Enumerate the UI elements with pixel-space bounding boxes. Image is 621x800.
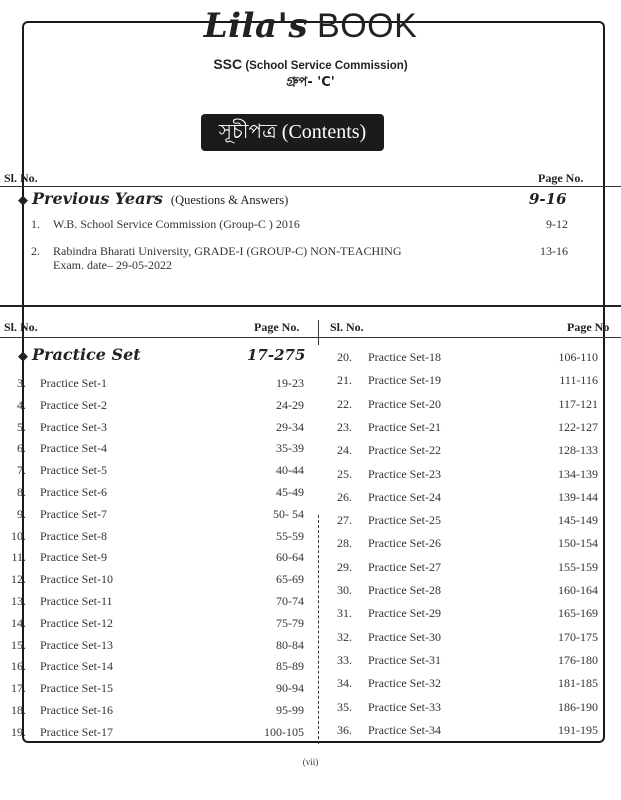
left-col-slno: Sl. No. xyxy=(4,320,38,334)
practice-set-left-row-title: Practice Set-15 xyxy=(40,681,113,696)
practice-set-left-row-pages: 29-34 xyxy=(276,419,304,434)
practice-set-right-row-title: Practice Set-26 xyxy=(368,536,441,551)
section-practice-set xyxy=(18,345,141,364)
practice-set-left-row-pages: 55-59 xyxy=(276,528,304,543)
practice-set-right-row-pages: 128-133 xyxy=(558,443,598,458)
practice-set-right-row-pages: 191-195 xyxy=(558,722,598,737)
practice-set-left-row-pages: 85-89 xyxy=(276,659,304,674)
practice-set-left-row-title: Practice Set-3 xyxy=(40,419,107,434)
practice-set-left-row-pages: 95-99 xyxy=(276,703,304,717)
practice-set-left-row-pages: 65-69 xyxy=(276,572,304,587)
practice-set-left-row-pages: 100-105 xyxy=(264,724,304,739)
practice-set-right-row-number: 30. xyxy=(337,583,352,597)
contents-badge: সূচীপত্র (Contents) xyxy=(201,114,384,151)
practice-set-right-row-number: 23. xyxy=(337,419,352,434)
practice-set-left-row-number: 19. xyxy=(11,724,26,739)
practice-set-left-row-number: 10. xyxy=(11,528,26,543)
practice-set-left-row-title: Practice Set-9 xyxy=(40,550,107,565)
practice-set-right-row-pages: 150-154 xyxy=(558,536,598,551)
previous-year-row-title: W.B. School Service Commission (Group-C ) 2016 xyxy=(53,217,300,231)
practice-set-right-row-number: 25. xyxy=(337,466,352,481)
practice-set-right-row-pages: 160-164 xyxy=(558,583,598,597)
practice-set-left-row-pages: 35-39 xyxy=(276,441,304,456)
practice-set-left-row-number: 14. xyxy=(11,615,26,630)
exam-abbrev: SSC xyxy=(213,56,243,72)
practice-set-right-row-number: 20. xyxy=(337,350,352,364)
practice-set-left-row-number: 7. xyxy=(17,463,26,478)
group-label: গ্রুপ- 'C' xyxy=(286,75,335,90)
practice-set-left-row-number: 4. xyxy=(17,397,26,412)
practice-set-right-row-title: Practice Set-23 xyxy=(368,466,441,481)
exam-fullname: (School Service Commission) xyxy=(245,60,408,72)
practice-set-left-row-title: Practice Set-6 xyxy=(40,485,107,499)
practice-set-right-row-title: Practice Set-31 xyxy=(368,652,441,667)
book-title-plain: BOOK xyxy=(317,7,418,45)
practice-set-right-row-title: Practice Set-30 xyxy=(368,629,441,644)
practice-set-right-row-pages: 106-110 xyxy=(558,350,598,364)
section-previous-years-pages: 9-16 xyxy=(529,190,567,208)
top-col-slno: Sl. No. xyxy=(4,171,38,185)
practice-set-right-row-title: Practice Set-32 xyxy=(368,676,441,691)
practice-set-left-row-pages: 60-64 xyxy=(276,550,304,565)
bottom-header-rule xyxy=(0,337,621,338)
practice-set-right-row-title: Practice Set-19 xyxy=(368,373,441,388)
top-col-page: Page No. xyxy=(538,171,584,185)
practice-set-right-row-title: Practice Set-20 xyxy=(368,396,441,411)
book-title-script: Lila's xyxy=(203,6,309,46)
practice-set-left-row-title: Practice Set-13 xyxy=(40,637,113,652)
practice-set-right-row-title: Practice Set-29 xyxy=(368,606,441,621)
practice-set-right-row-pages: 181-185 xyxy=(558,676,598,691)
practice-set-left-row-title: Practice Set-11 xyxy=(40,594,113,608)
section-practice-set-pages: 17-275 xyxy=(247,346,306,364)
practice-set-right-row-number: 33. xyxy=(337,652,352,667)
practice-set-left-row-number: 3. xyxy=(17,376,26,390)
practice-set-right-row-title: Practice Set-21 xyxy=(368,419,441,434)
left-col-page: Page No. xyxy=(254,320,300,334)
practice-set-right-row-title: Practice Set-28 xyxy=(368,583,441,597)
practice-set-right-row-pages: 170-175 xyxy=(558,629,598,644)
practice-set-left-row-number: 17. xyxy=(11,681,26,696)
practice-set-right-row-pages: 155-159 xyxy=(558,559,598,574)
practice-set-left-row-number: 9. xyxy=(17,506,26,521)
practice-set-left-row-pages: 19-23 xyxy=(276,376,304,390)
column-divider-top xyxy=(318,320,319,345)
practice-set-left-row-number: 16. xyxy=(11,659,26,674)
practice-set-left-row-title: Practice Set-14 xyxy=(40,659,113,674)
practice-set-right-row-number: 31. xyxy=(337,606,352,621)
practice-set-right-row-title: Practice Set-24 xyxy=(368,489,441,504)
practice-set-left-row-pages: 24-29 xyxy=(276,397,304,412)
previous-year-row-pages: 9-12 xyxy=(546,217,568,231)
practice-set-right-row-pages: 176-180 xyxy=(558,652,598,667)
previous-year-row-number: 1. xyxy=(31,217,40,231)
middle-divider xyxy=(0,305,621,307)
practice-set-right-row-number: 32. xyxy=(337,629,352,644)
practice-set-right-row-number: 26. xyxy=(337,489,352,504)
practice-set-right-row-pages: 111-116 xyxy=(559,373,598,388)
previous-year-row-pages: 13-16 xyxy=(540,244,568,258)
practice-set-right-row-pages: 117-121 xyxy=(558,396,598,411)
top-header-rule xyxy=(0,186,621,187)
practice-set-right-row-number: 27. xyxy=(337,513,352,528)
practice-set-left-row-pages: 45-49 xyxy=(276,485,304,499)
practice-set-right-row-number: 28. xyxy=(337,536,352,551)
practice-set-right-row-pages: 122-127 xyxy=(558,419,598,434)
previous-year-row-number: 2. xyxy=(31,244,40,258)
previous-year-row-subtitle: Exam. date– 29-05-2022 xyxy=(53,258,172,272)
practice-set-left-row-title: Practice Set-1 xyxy=(40,376,107,390)
practice-set-left-row-pages: 90-94 xyxy=(276,681,304,696)
practice-set-left-row-title: Practice Set-12 xyxy=(40,615,113,630)
practice-set-left-row-number: 8. xyxy=(17,485,26,499)
practice-set-left-row-pages: 40-44 xyxy=(276,463,304,478)
practice-set-left-row-title: Practice Set-7 xyxy=(40,506,107,521)
section-previous-years-note: (Questions & Answers) xyxy=(170,193,289,207)
column-divider xyxy=(318,515,319,744)
practice-set-right-row-pages: 186-190 xyxy=(558,699,598,714)
book-title xyxy=(0,8,621,45)
practice-set-right-row-title: Practice Set-33 xyxy=(368,699,441,714)
previous-year-row-title: Rabindra Bharati University, GRADE-I (GROUP-C) NON-TEACHING xyxy=(53,244,402,258)
practice-set-left-row-number: 11. xyxy=(11,550,26,565)
diamond-icon: ◆ xyxy=(18,192,28,207)
practice-set-right-row-title: Practice Set-34 xyxy=(368,722,441,737)
practice-set-left-row-number: 18. xyxy=(11,703,26,717)
practice-set-left-row-number: 5. xyxy=(17,419,26,434)
practice-set-right-row-title: Practice Set-22 xyxy=(368,443,441,458)
practice-set-right-row-number: 24. xyxy=(337,443,352,458)
practice-set-left-row-title: Practice Set-2 xyxy=(40,397,107,412)
practice-set-right-row-number: 21. xyxy=(337,373,352,388)
practice-set-right-row-number: 35. xyxy=(337,699,352,714)
practice-set-left-row-pages: 50- 54 xyxy=(273,506,304,521)
diamond-icon: ◆ xyxy=(18,348,28,363)
practice-set-right-row-pages: 165-169 xyxy=(558,606,598,621)
right-col-page: Page No xyxy=(567,320,610,334)
practice-set-right-row-pages: 134-139 xyxy=(558,466,598,481)
practice-set-right-row-number: 22. xyxy=(337,396,352,411)
exam-subtitle xyxy=(0,56,621,72)
section-previous-years-title: Previous Years xyxy=(32,189,163,208)
practice-set-left-row-pages: 70-74 xyxy=(276,594,304,608)
practice-set-left-row-number: 13. xyxy=(11,594,26,608)
practice-set-right-row-title: Practice Set-25 xyxy=(368,513,441,528)
practice-set-left-row-number: 12. xyxy=(11,572,26,587)
practice-set-left-row-title: Practice Set-10 xyxy=(40,572,113,587)
practice-set-right-row-number: 34. xyxy=(337,676,352,691)
section-previous-years xyxy=(18,189,288,208)
practice-set-left-row-title: Practice Set-17 xyxy=(40,724,113,739)
practice-set-right-row-title: Practice Set-27 xyxy=(368,559,441,574)
right-col-slno: Sl. No. xyxy=(330,320,364,334)
practice-set-left-row-number: 6. xyxy=(17,441,26,456)
practice-set-right-row-number: 36. xyxy=(337,722,352,737)
practice-set-left-row-pages: 75-79 xyxy=(276,615,304,630)
practice-set-left-row-title: Practice Set-5 xyxy=(40,463,107,478)
practice-set-right-row-number: 29. xyxy=(337,559,352,574)
practice-set-left-row-title: Practice Set-16 xyxy=(40,703,113,717)
practice-set-left-row-number: 15. xyxy=(11,637,26,652)
section-practice-set-title: Practice Set xyxy=(32,345,141,364)
page-number: (vii) xyxy=(302,757,319,767)
practice-set-left-row-title: Practice Set-4 xyxy=(40,441,107,456)
practice-set-right-row-pages: 139-144 xyxy=(558,489,598,504)
practice-set-right-row-pages: 145-149 xyxy=(558,513,598,528)
practice-set-left-row-pages: 80-84 xyxy=(276,637,304,652)
practice-set-right-row-title: Practice Set-18 xyxy=(368,350,441,364)
practice-set-left-row-title: Practice Set-8 xyxy=(40,528,107,543)
